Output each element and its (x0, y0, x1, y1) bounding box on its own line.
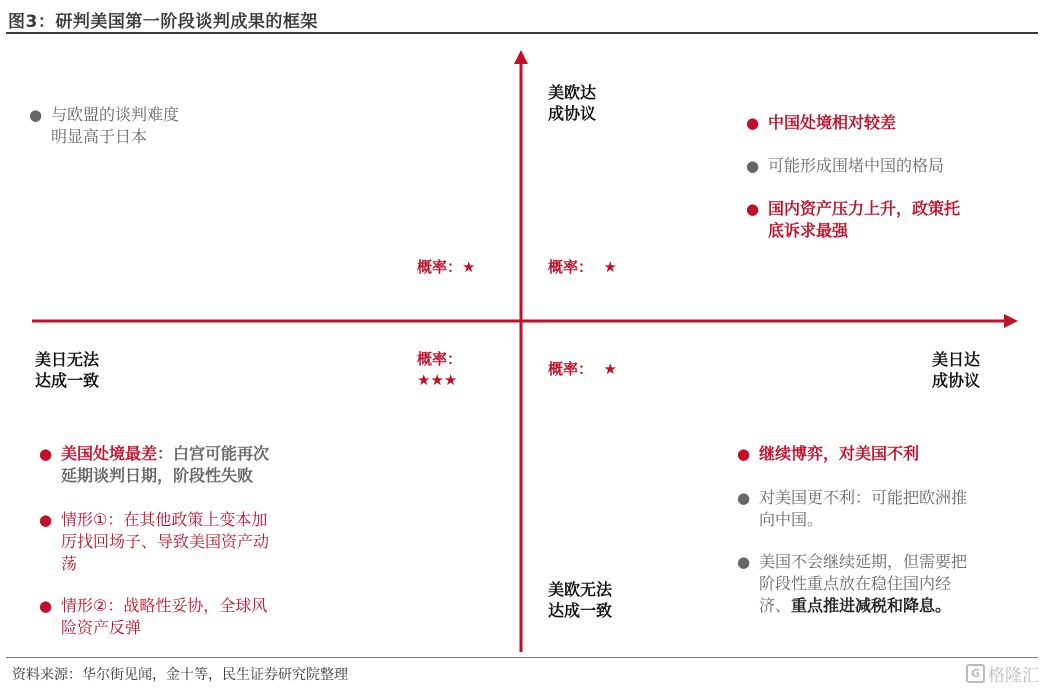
br-bullet-2-line1: 对美国更不利：可能把欧洲推 (759, 488, 968, 507)
probability-bottom-right: 概率： ★ (548, 360, 617, 378)
probability-top-left: 概率：★ (417, 258, 476, 276)
tr-bullet-2 (746, 155, 945, 177)
tl-bullet-1 (29, 104, 180, 148)
tr-bullet-3-line2: 底诉求最强 (768, 221, 849, 240)
bullet-dot-icon: ● (29, 106, 43, 124)
br-bullet-2 (737, 487, 968, 531)
br-bullet-3-line3 (759, 595, 967, 617)
bl-bullet-3-line1: 情形②：战略性妥协，全球风 (61, 596, 268, 615)
probability-top-right: 概率： ★ (548, 258, 617, 276)
tl-bullet-1-line2: 明显高于日本 (51, 127, 148, 146)
watermark-text: 格隆汇 (988, 666, 1039, 686)
axis-label-bottom (548, 579, 612, 621)
axis-label-left (35, 349, 99, 391)
figure-title: 图3：研判美国第一阶段谈判成果的框架 (8, 12, 318, 32)
axis-label-top-line2: 成协议 (548, 104, 597, 123)
tl-bullet-1-line1: 与欧盟的谈判难度 (51, 105, 180, 124)
probability-bottom-left-stars: ★★★ (417, 371, 458, 389)
bullet-dot-icon: ● (746, 114, 760, 132)
bullet-dot-icon: ● (39, 597, 53, 615)
axis-label-bottom-line2: 达成一致 (548, 601, 613, 620)
bl-bullet-1-line1 (61, 443, 269, 465)
br-bullet-3-line2: 阶段性重点放在稳住国内经 (759, 574, 952, 593)
tr-bullet-1 (746, 112, 897, 134)
bl-bullet-3 (39, 595, 268, 639)
tr-bullet-3 (746, 198, 961, 242)
bullet-dot-icon: ● (737, 445, 751, 463)
bl-bullet-2-line2: 厉找回场子、导致美国资产动 (61, 532, 270, 551)
watermark-logo (966, 661, 1039, 686)
probability-bottom-left-line1: 概率： (417, 350, 463, 368)
bl-bullet-2-line3: 荡 (61, 554, 78, 573)
source-note: 资料来源：华尔街见闻，金十等，民生证券研究院整理 (12, 667, 348, 683)
br-bullet-2-line2: 向中国。 (759, 510, 824, 529)
bullet-dot-icon: ● (39, 445, 53, 463)
br-bullet-1-text: 继续博弈，对美国不利 (759, 444, 920, 463)
axis-label-right (932, 349, 980, 391)
axis-label-top (548, 82, 596, 124)
bl-bullet-1 (39, 443, 270, 487)
bl-bullet-1-line2: 延期谈判日期，阶段性失败 (61, 466, 254, 485)
horizontal-axis-arrowhead (1004, 314, 1018, 328)
bl-bullet-1-rest: ：白宫可能再次 (157, 444, 270, 463)
br-bullet-1 (737, 443, 920, 465)
axis-label-right-line1: 美日达 (932, 350, 981, 369)
vertical-axis-arrowhead (514, 50, 528, 64)
tr-bullet-3-line1: 国内资产压力上升，政策托 (768, 199, 961, 218)
bullet-dot-icon: ● (746, 157, 760, 175)
axis-label-left-line1: 美日无法 (35, 350, 100, 369)
tr-bullet-1-text: 中国处境相对较差 (768, 113, 897, 132)
bl-bullet-1-highlight: 美国处境最差 (61, 444, 158, 463)
br-bullet-3-line1: 美国不会继续延期，但需要把 (759, 552, 968, 571)
bl-bullet-3-line2: 险资产反弹 (61, 618, 142, 637)
axis-label-top-line1: 美欧达 (548, 83, 597, 102)
axis-label-right-line2: 成协议 (932, 371, 981, 390)
bl-bullet-2 (39, 509, 270, 575)
bullet-dot-icon: ● (746, 200, 760, 218)
bullet-dot-icon: ● (737, 489, 751, 507)
footer-divider (6, 657, 1038, 658)
probability-bottom-left (417, 349, 462, 391)
bullet-dot-icon: ● (737, 553, 751, 571)
bl-bullet-2-line1: 情形①：在其他政策上变本加 (61, 510, 268, 529)
br-bullet-3-line3-plain: 济、 (759, 596, 792, 615)
watermark-g-icon: G (966, 664, 985, 683)
tr-bullet-2-text: 可能形成围堵中国的格局 (768, 156, 945, 175)
br-bullet-3-line3-bold: 重点推进减税和降息。 (791, 596, 952, 615)
br-bullet-3 (737, 551, 968, 617)
axis-label-left-line2: 达成一致 (35, 371, 100, 390)
bullet-dot-icon: ● (39, 511, 53, 529)
axis-label-bottom-line1: 美欧无法 (548, 580, 613, 599)
